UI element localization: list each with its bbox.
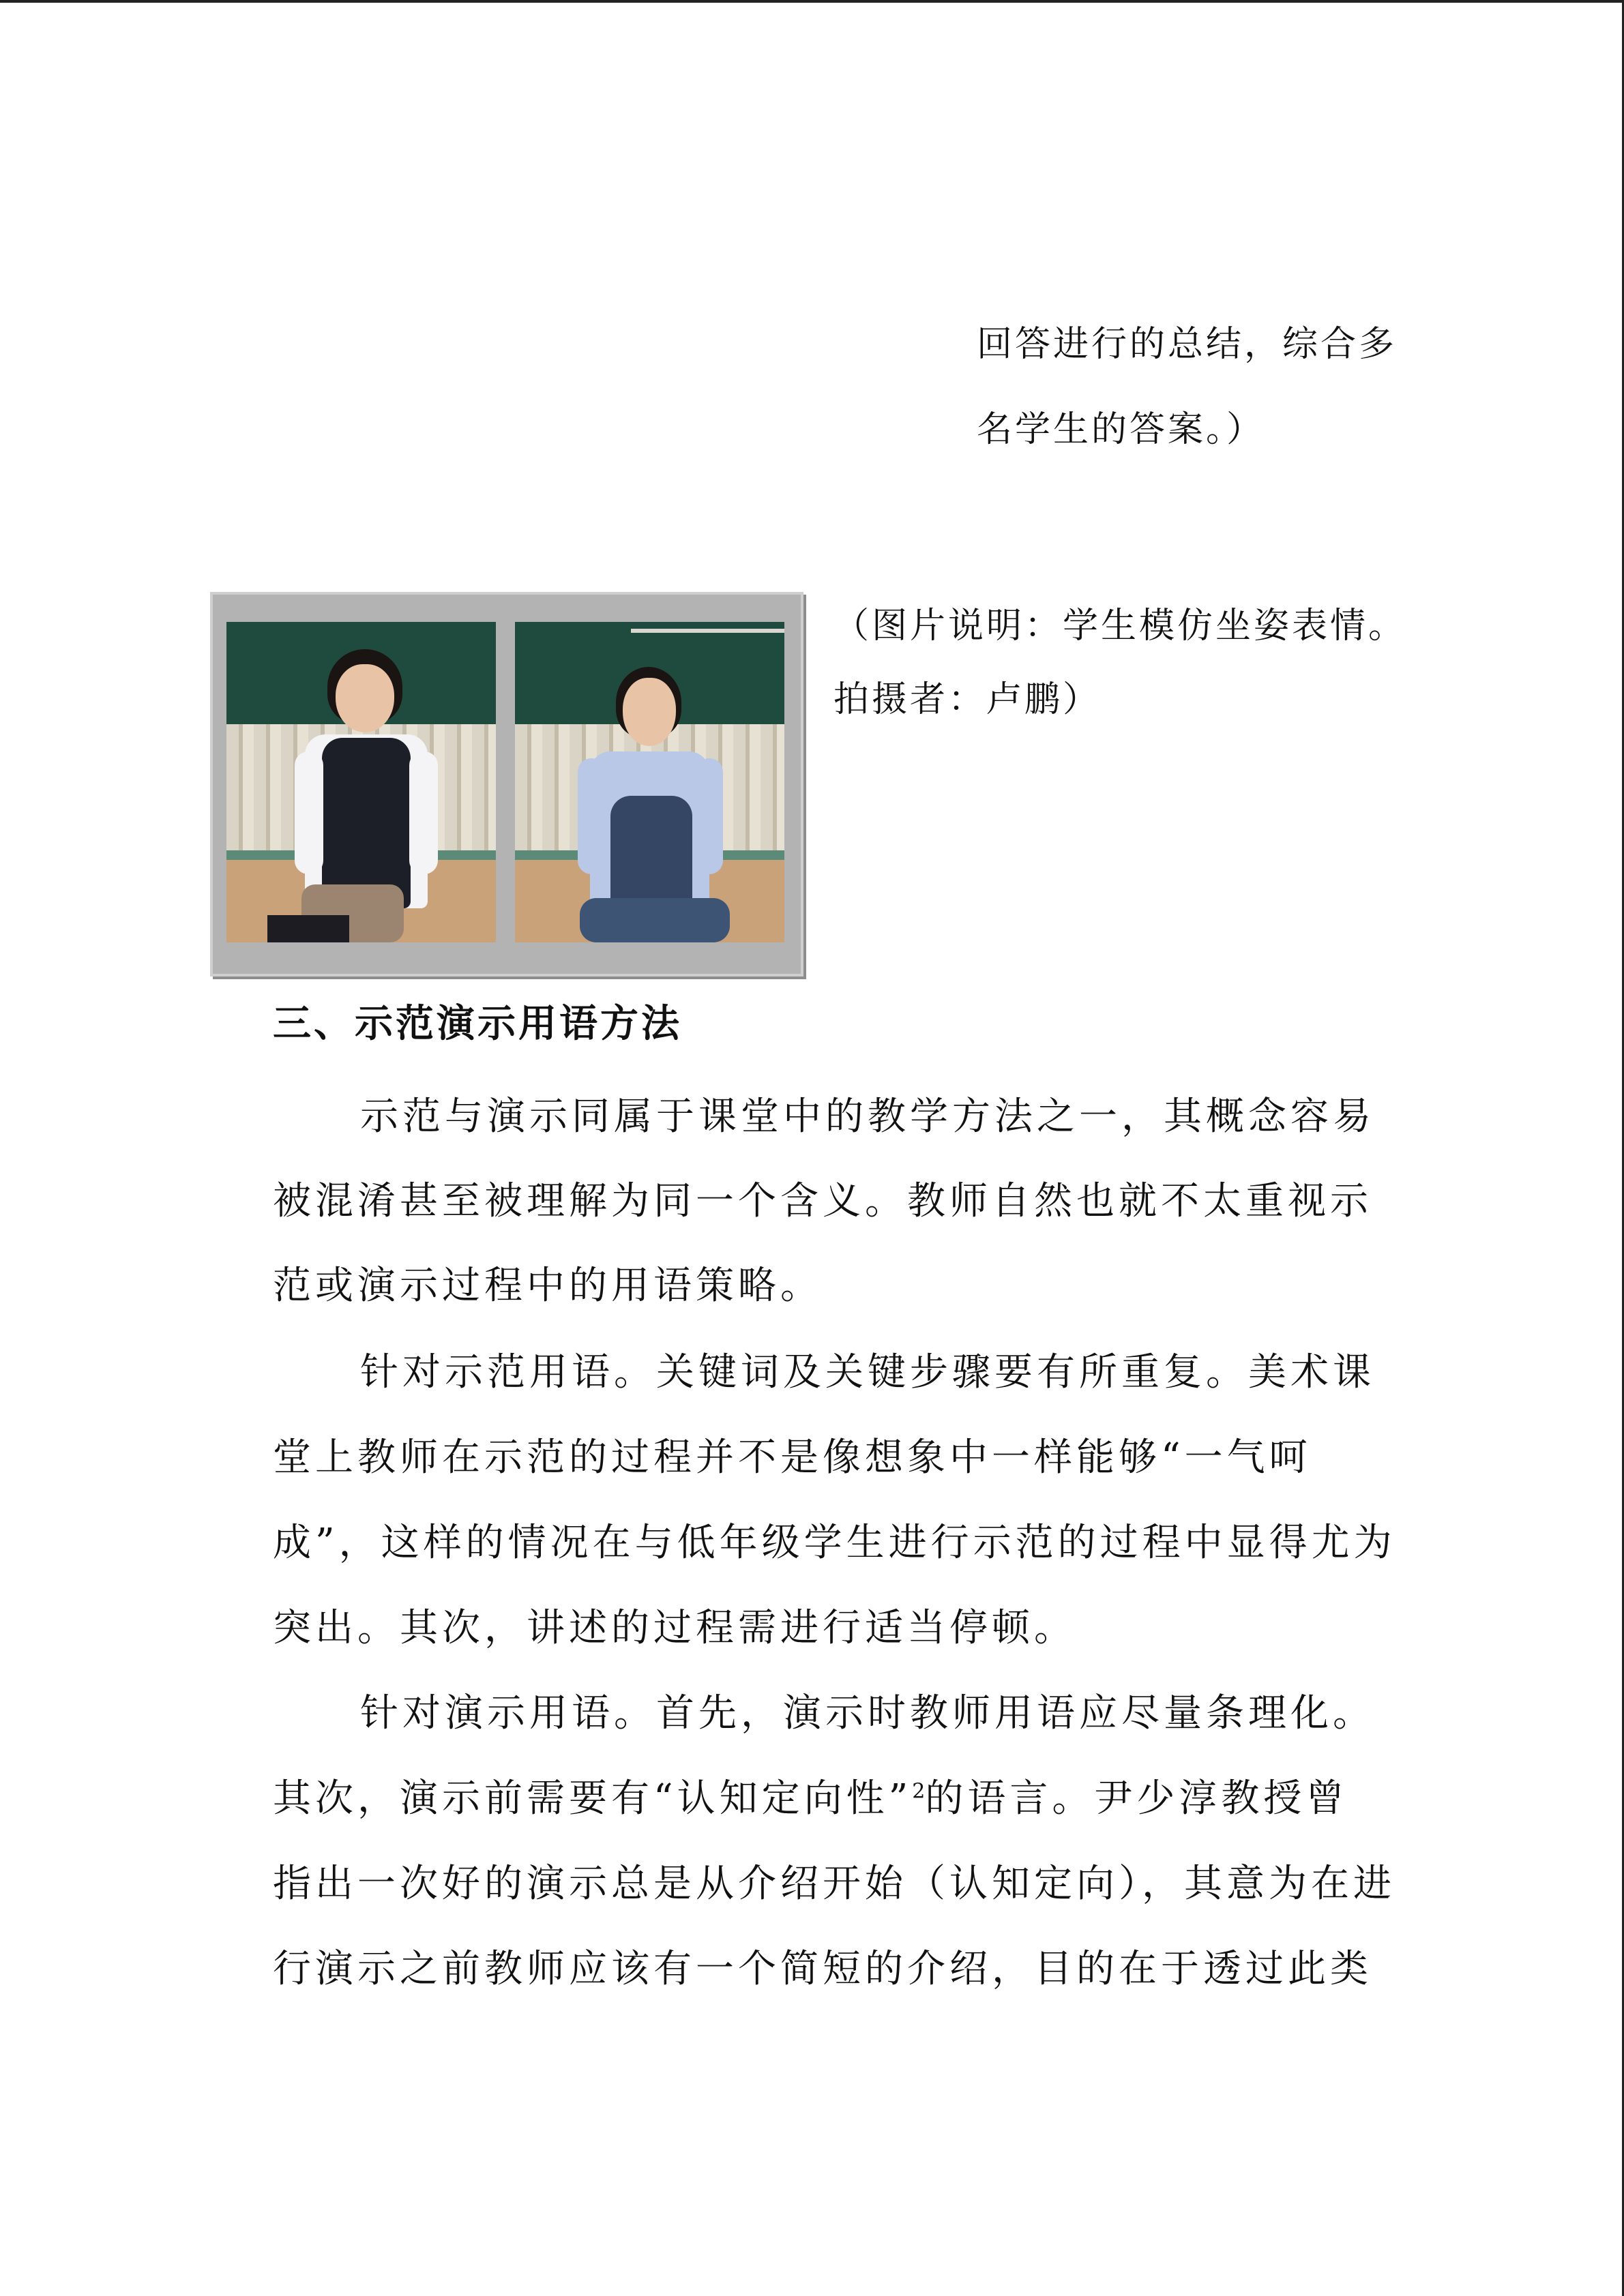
- paragraph-line: [273, 1776, 1348, 1821]
- student-photo-frame: [210, 592, 803, 976]
- page-top-border: [0, 0, 1624, 3]
- paragraph-line: 示范与演示同属于课堂中的教学方法之一，其概念容易: [360, 1094, 1375, 1139]
- student-photo-left: [226, 622, 496, 942]
- text-segment: 其次，演示前需要有“认知定向性”: [273, 1776, 913, 1821]
- paragraph-line: 突出。其次，讲述的过程需进行适当停顿。: [273, 1606, 1076, 1650]
- paragraph-line: 针对示范用语。关键词及关键步骤要有所重复。美术课: [360, 1350, 1375, 1395]
- student-photo-right: [515, 622, 784, 942]
- photo-caption-line: （图片说明：学生模仿坐姿表情。: [833, 606, 1407, 646]
- paragraph-line: 被混淆甚至被理解为同一个含义。教师自然也就不太重视示: [273, 1179, 1372, 1223]
- paragraph-line: 成”，这样的情况在与低年级学生进行示范的过程中显得尤为: [273, 1521, 1396, 1565]
- paragraph-line: 堂上教师在示范的过程并不是像想象中一样能够“一气呵: [273, 1435, 1312, 1480]
- section-heading: 三、示范演示用语方法: [273, 1001, 682, 1046]
- photo-caption-line: 拍摄者：卢鹏）: [833, 679, 1102, 720]
- caption-line: 名学生的答案。）: [977, 409, 1265, 450]
- footnote-marker[interactable]: 2: [912, 1779, 926, 1804]
- paragraph-line: 范或演示过程中的用语策略。: [273, 1264, 823, 1308]
- paragraph-line: 针对演示用语。首先，演示时教师用语应尽量条理化。: [360, 1691, 1375, 1735]
- text-segment: 的语言。尹少淳教授曾: [925, 1776, 1348, 1821]
- paragraph-line: 行演示之前教师应该有一个简短的介绍，目的在于透过此类: [273, 1947, 1372, 1991]
- paragraph-line: 指出一次好的演示总是从介绍开始（认知定向），其意为在进: [273, 1862, 1396, 1906]
- caption-line: 回答进行的总结，综合多: [977, 324, 1398, 365]
